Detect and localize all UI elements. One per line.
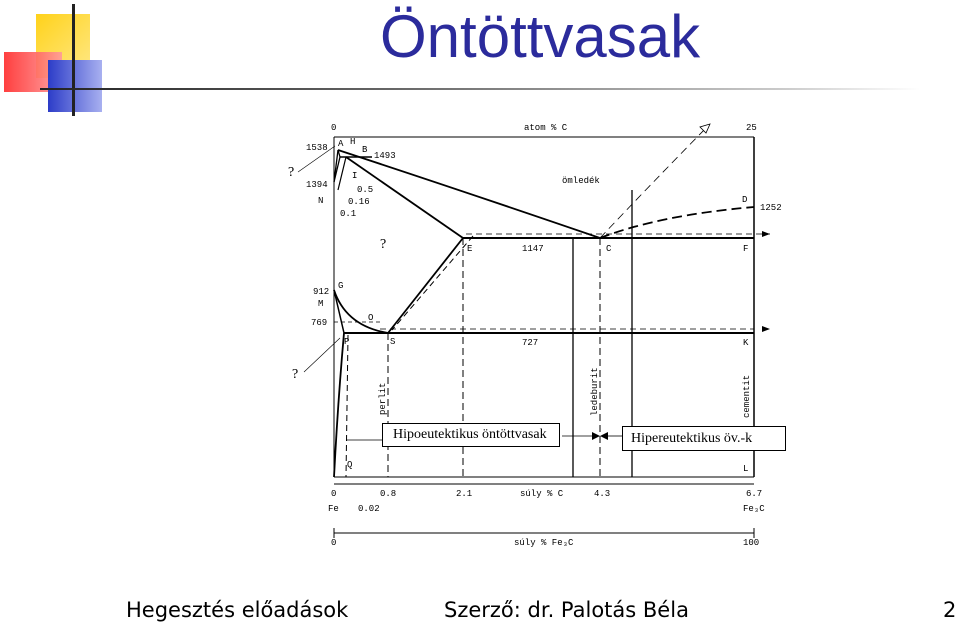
bottom-axis-4-3: 4.3	[594, 489, 611, 499]
question-mark-middle: ?	[380, 237, 387, 252]
phase-ledeburit-label: ledeburit	[590, 367, 600, 416]
page-number: 2	[943, 598, 957, 622]
temp-1252: 1252	[760, 203, 782, 213]
bottom-axis-fe3c: Fe₃C	[743, 504, 765, 514]
footer-author: Szerző: dr. Palotás Béla	[444, 598, 689, 622]
bottom-axis-0: 0	[331, 489, 337, 499]
point-B: B	[362, 145, 368, 155]
carbon-0-1: 0.1	[340, 209, 357, 219]
fe3c-axis-label: súly % Fe₃C	[514, 538, 574, 548]
temp-912: 912	[313, 287, 330, 297]
bottom-axis-label: súly % C	[520, 489, 564, 499]
phase-cementit-label: cementit	[742, 374, 752, 418]
label-N: N	[318, 196, 324, 206]
temp-1394: 1394	[306, 180, 328, 190]
point-A: A	[338, 139, 344, 149]
point-C: C	[606, 244, 612, 254]
point-K: K	[743, 338, 749, 348]
footer-course: Hegesztés előadások	[126, 598, 349, 622]
phase-melt-label: ömledék	[562, 176, 600, 186]
slide-title: Öntöttvasak	[380, 3, 701, 70]
point-F: F	[743, 244, 749, 254]
temp-769: 769	[311, 318, 328, 328]
point-E: E	[467, 244, 473, 254]
point-O: O	[368, 313, 374, 323]
hypoeutectic-label: Hipoeutektikus öntöttvasak	[393, 427, 547, 442]
point-D: D	[742, 195, 748, 205]
top-axis-start: 0	[331, 123, 337, 133]
point-S: S	[390, 337, 396, 347]
question-mark-top: ?	[288, 165, 295, 180]
point-P: P	[344, 337, 350, 347]
carbon-0-16: 0.16	[348, 197, 370, 207]
bottom-axis-0-8: 0.8	[380, 489, 397, 499]
top-axis-end: 25	[746, 123, 757, 133]
bottom-axis-fe: Fe	[328, 504, 339, 514]
point-G: G	[338, 281, 344, 291]
point-I: I	[352, 171, 358, 181]
question-mark-bottom: ?	[292, 367, 299, 382]
point-L: L	[743, 464, 749, 474]
hypereutectic-label: Hipereutektikus öv.-k	[631, 431, 753, 446]
temp-1493: 1493	[374, 151, 396, 161]
bottom-axis-0-02: 0.02	[358, 504, 380, 514]
fe3c-axis-end: 100	[743, 538, 760, 548]
label-M: M	[318, 299, 324, 309]
hypoeutectic-box	[382, 423, 560, 447]
temp-727: 727	[522, 338, 539, 348]
top-axis-label: atom % C	[524, 123, 568, 133]
fe3c-axis-start: 0	[331, 538, 337, 548]
bottom-axis-6-7: 6.7	[746, 489, 763, 499]
point-H: H	[350, 137, 356, 147]
temp-1147: 1147	[522, 244, 544, 254]
hypereutectic-box	[622, 426, 786, 451]
bottom-axis-2-1: 2.1	[456, 489, 473, 499]
point-Q: Q	[347, 460, 353, 470]
temp-1538: 1538	[306, 143, 328, 153]
carbon-0-5: 0.5	[357, 185, 374, 195]
phase-perlit-label: perlit	[378, 382, 388, 415]
